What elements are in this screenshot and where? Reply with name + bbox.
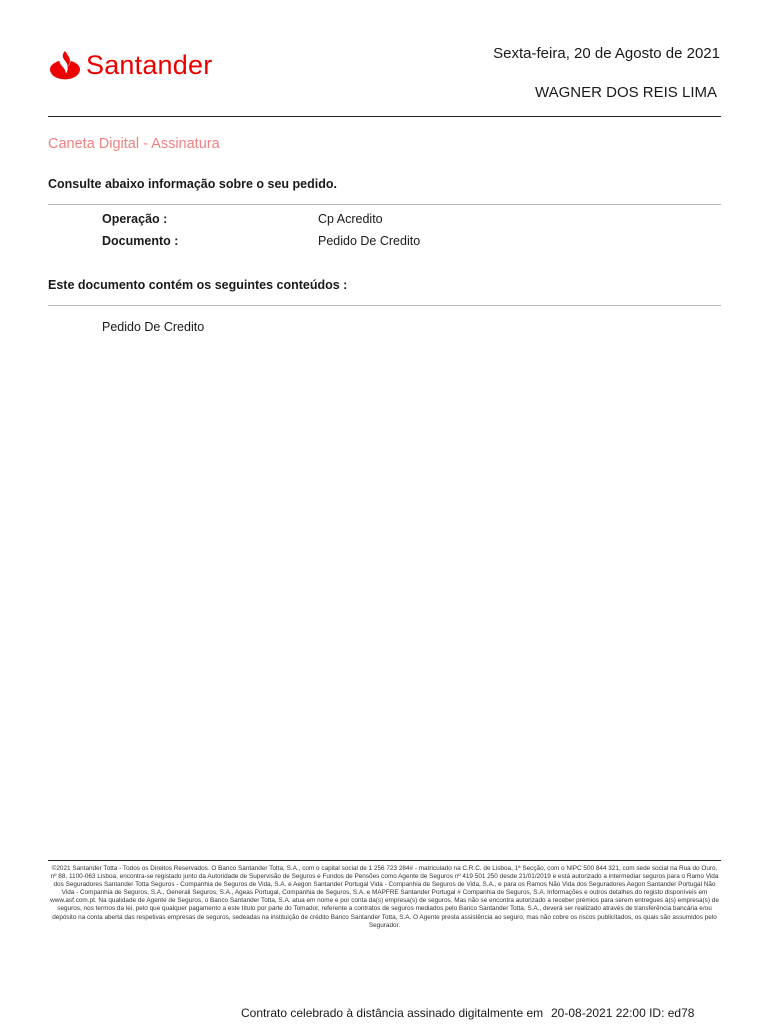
- legal-notice: ©2021 Santander Totta - Todos os Direitos Reservados. O Banco Santander Totta, S.A., com o capital social de 1 256 723 284# - matriculado na C.R.C. de Lisboa, 1ª Secção, com o NIPC 500 844 321, com sede social na Rua do Ouro, nº 88, 1100-063 Lisboa, encontra-se registado junto da Autoridade de Supervisão de Seguros e Fundos de Pensões como Agente de Seguros nº 419 501 250 desde 21/01/2019 e está autorizado a intermediar seguros para o Ramo Vida dos Seguradores Santander Totta Seguros - Companhia de Seguros de Vida, S.A. e Aegon Santander Portugal Vida - Companhia de Seguros de Vida, S.A., e para os Ramos Não Vida dos Seguradores Aegon Santander Portugal Não Vida - Companhia de Seguros, S.A., Generali Seguros, S.A., Ageas Portugal, Companhia de Seguros, S.A. e MAPFRE Santander Portugal # Companhia de Seguros, S.A. Informações e outros detalhes do registo disponíveis em www.asf.com.pt. Na qualidade de Agente de Seguros, o Banco Santander Totta, S.A. atua em nome e por conta da(s) empresa(s) de seguros. Mas não se encontra autorizado a receber prémios para serem entregues à(s) empresa(s) de seguros, nos termos da lei, pelo que qualquer pagamento a este título por parte do Tomador, referente a contratos de seguros mediados pelo Banco Santander Totta, S.A., deverá ser realizado através de transferência bancária e/ou depósito na conta aberta das respetivas empresas de seguros, sedeadas na instituição de crédito Banco Santander Totta, S.A. O Agente presta assistência ao seguro, mas não cobre os riscos publicitados, os quais são assumidos pelo Segurador.: [50, 865, 719, 929]
- detail-value-operation: Cp Acredito: [318, 212, 383, 226]
- detail-label-document: Documento :: [102, 234, 179, 248]
- footer-divider: [48, 860, 721, 861]
- detail-label-operation: Operação :: [102, 212, 168, 226]
- content-item: Pedido De Credito: [102, 320, 205, 334]
- intro-text: Consulte abaixo informação sobre o seu pedido.: [48, 177, 337, 191]
- header-divider: [48, 116, 721, 117]
- client-name: WAGNER DOS REIS LIMA: [535, 84, 717, 101]
- detail-value-document: Pedido De Credito: [318, 234, 421, 248]
- section-title: Caneta Digital - Assinatura: [48, 136, 220, 152]
- document-date: Sexta-feira, 20 de Agosto de 2021: [493, 45, 720, 62]
- santander-logo: [49, 47, 212, 83]
- intro-divider: [48, 204, 721, 205]
- brand-name: Santander: [86, 49, 213, 80]
- signature-text: Contrato celebrado à distância assinado digitalmente em: [241, 1006, 544, 1020]
- santander-flame-icon: [49, 50, 81, 80]
- contents-divider: [48, 305, 721, 306]
- signature-date: 20-08-2021 22:00 ID: ed78: [551, 1006, 695, 1020]
- contents-heading: Este documento contém os seguintes conteúdos :: [48, 278, 348, 292]
